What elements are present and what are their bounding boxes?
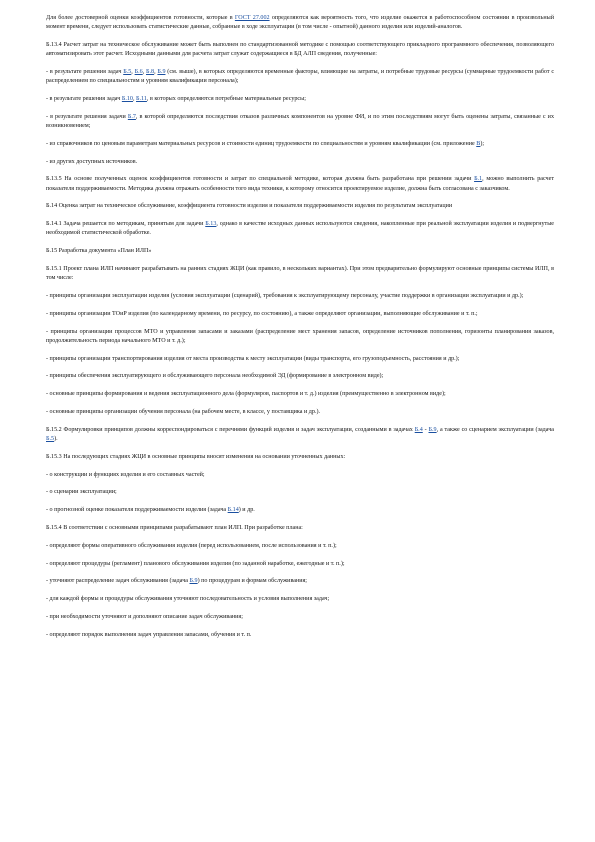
paragraph [46,426,554,444]
paragraph-text: - определяют порядок выполнения задач управления запасами, обучения и т. п. [46,631,252,638]
paragraph [46,310,554,319]
paragraph [46,408,554,417]
paragraph [46,595,554,604]
paragraph [46,390,554,399]
reference-link[interactable]: Б.1 [474,176,483,183]
reference-link[interactable]: В [476,140,481,147]
paragraph-text: - при необходимости уточняют и дополняют описание задач обслуживания; [46,613,243,620]
paragraph-text: - о прогнозной оценке показателя поддерживаемости изделия (задача [46,507,228,514]
paragraph [46,524,554,533]
paragraph [46,202,554,211]
paragraph-text: Для более достоверной оценки коэффициентов готовности, которые в [46,15,235,21]
paragraph-text: - в результате решения задач [46,96,122,102]
paragraph [46,355,554,364]
paragraph-text: , в которых определяются потребные материальные ресурсы; [146,96,306,102]
paragraph-text: - принципы организации эксплуатации изделия (условия эксплуатации (сценарий), требования к эксплуатирующему персоналу, участие поддержки в организации эксплуатации и др.); [46,292,524,299]
paragraph-text: , однако в качестве исходных данных используются сведения, накопленные при реальной эксплуатации изделия и подвергнутые необходимой статистической обработке. [46,221,555,237]
paragraph-text: - о сценарии эксплуатации; [46,489,117,496]
paragraph-text: , [132,96,137,102]
paragraph-text: Б.15 Разработка документа «План ИЛП» [46,248,152,255]
paragraph-text: , в которой определяются последствия отказов различных компонентов на уровне ФИ, и по этим последствиям могут быть оценены затраты, связанные с их возникновением; [46,113,554,129]
paragraph-text: - принципы обеспечения эксплуатирующего и обслуживающего персонала необходимой ЭД (формирование в электронном виде); [46,373,384,380]
paragraph-text: - принципы организации транспортирования изделия от места производства к месту эксплуатации (виды транспорта, его грузоподъемность, расстояния и др.); [46,355,460,362]
paragraph-text: Б.15.1 Проект плана ИЛП начинают разрабатывать на ранних стадиях ЖЦИ (как правило, в нескольких вариантах). При этом предварительно формулируют основные принципы системы ИЛП, в том числе: [46,265,554,282]
paragraph-text: Б.15.3 На последующих стадиях ЖЦИ в основные принципы вносят изменения на основании уточненных данных: [46,453,346,460]
paragraph-text: Б.13.4 Расчет затрат на техническое обслуживание может быть выполнен по стандартизованной методике с помощью соответствующего прикладного программного обеспечения, позволяющего автоматизировать этот расчет. Исходными данными для расчета затрат служат содержащиеся в БД АЛП сведения, полученные: [46,42,554,58]
paragraph-text: , а также со сценарием эксплуатации (задача [436,426,555,433]
paragraph [46,292,554,301]
paragraph-text: - из других доступных источников. [46,158,138,165]
paragraph-text: - о конструкции и функциях изделия и его составных частей; [46,471,205,478]
reference-link[interactable]: Б.5 [123,69,132,75]
reference-link[interactable]: Б.4 [414,426,423,433]
paragraph [46,453,554,462]
paragraph-text: Б.15.4 В соответствии с основными принципами разрабатывают план ИЛП. При разработке плана: [46,524,303,531]
paragraph [46,14,554,32]
reference-link[interactable]: Б.13 [205,221,217,228]
paragraph [46,113,554,131]
paragraph [46,175,554,193]
paragraph-text: - в результате решения задач [46,69,124,75]
paragraph-text: Б.14.1 Задача решается по методикам, принятым для задачи [46,221,206,228]
paragraph-text: - из справочников по ценовым параметрам материальных ресурсов и стоимости единиц трудоемкости по специальностям и уровням квалификации (см. приложение [46,140,477,147]
paragraph-text: (см. выше), в которых определяются временные факторы, влияющие на затраты, и потребные трудовые ресурсы (суммарные трудоемкости работ с распределением по специальностям и уровням квалификации персонала); [46,69,555,85]
reference-link[interactable]: Б.9 [189,578,198,585]
paragraph [46,506,554,515]
paragraph-text: , можно выполнить расчет показателя поддерживаемости. Методика должна отражать особенности того вида техники, к которому относится проектируемое изделие, должна быть согласована с заказчиком. [46,176,554,192]
paragraph [46,220,554,238]
paragraph [46,158,554,167]
reference-link[interactable]: Б.9 [157,69,166,75]
paragraph-text: - в результате решения задачи [46,113,128,120]
paragraph-text: ) по процедурам и формам обслуживания; [197,578,307,585]
paragraph [46,247,554,256]
paragraph [46,542,554,551]
paragraph [46,471,554,480]
paragraph-text: , [154,69,158,75]
paragraph [46,613,554,622]
reference-link[interactable]: Б.10 [121,96,133,102]
paragraph-text: определяются как вероятность того, что изделие окажется в работоспособном состоянии в произвольный момент времени, следует использовать статистические данные, собранные в ходе эксплуатации (в том числе - опытной) данного изделия или изделий-аналогов. [46,15,554,31]
paragraph-text: - для каждой формы и процедуры обслуживания уточняют последовательность и условия выполнения задач; [46,596,330,603]
paragraph-text: , [142,69,147,75]
paragraph-text: - [422,426,429,433]
paragraph-text: - определяют формы оперативного обслуживания изделия (перед использованием, после использования и т. п.); [46,542,337,549]
paragraph [46,328,554,346]
paragraph [46,372,554,381]
paragraph-text: - принципы организации процессов МТО и управления запасами и заказами (распределение мест хранения запасов, определение источников пополнения, горизонты планирования заказов, продолжительность периода начального МТО и т. д.); [46,328,554,344]
paragraph-text: - определяют процедуры (регламент) планового обслуживания изделия (по заданной наработке, ежегодные и т. п.); [46,560,345,567]
paragraph [46,140,554,149]
paragraph-text: Б.15.2 Формулировки принципов должны корреспондироваться с перечнями функций изделия и задач эксплуатации, созданными в задачах [46,426,415,433]
paragraph [46,95,554,104]
paragraph [46,41,554,59]
paragraph [46,631,554,640]
paragraph-text: , [131,69,135,75]
paragraph-text: - основные принципы формирования и ведения эксплуатационного дела (формуляров, паспортов и т. д.) изделия (преимущественно в электронном виде); [46,391,446,398]
paragraph [46,488,554,497]
paragraph-text: ) и др. [238,507,255,514]
reference-link[interactable]: Б.6 [134,69,143,75]
paragraph [46,560,554,569]
paragraph-text: Б.14 Оценка затрат на техническое обслуживание, коэффициента готовности изделия и показателя поддерживаемости изделия по результатам эксплуатации [46,203,453,210]
paragraph-text: - принципы организации ТОиР изделия (по календарному времени, по ресурсу, по состоянию), а также определяют организации, выполняющие обслуживание и т. п.; [46,310,478,317]
reference-link[interactable]: Б.11 [136,96,147,102]
paragraph [46,577,554,586]
paragraph [46,265,554,283]
paragraph-text: ); [480,140,485,147]
paragraph-text: ). [54,435,58,442]
paragraph [46,68,554,86]
reference-link[interactable]: Б.5 [46,435,55,442]
reference-link[interactable]: Б.7 [127,113,136,120]
reference-link[interactable]: Б.14 [227,507,239,514]
paragraph-text: - уточняют распределение задач обслуживания (задача [46,578,190,585]
reference-link[interactable]: ГОСТ 27.002 [234,15,270,21]
paragraph-text: Б.13.5 На основе полученных оценок коэффициентов готовности и затрат по специальной методике, которая должна быть разработана при решении задачи [46,176,475,183]
reference-link[interactable]: Б.8 [146,69,155,75]
reference-link[interactable]: Б.9 [428,426,437,433]
paragraph-text: - основные принципы организации обучения персонала (на рабочем месте, в классе, у поставщика и др.). [46,408,321,415]
